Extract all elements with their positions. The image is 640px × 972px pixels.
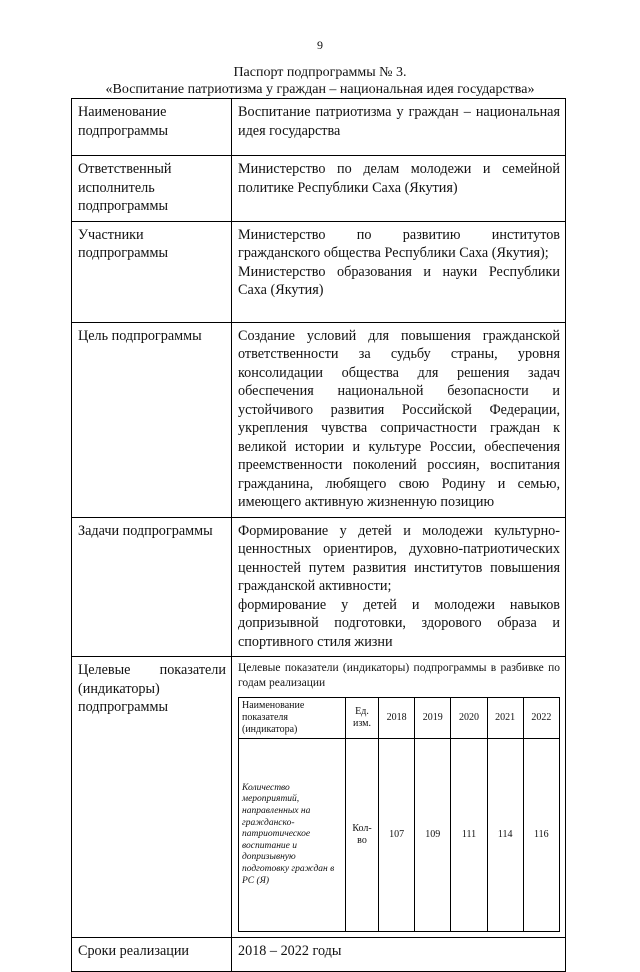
table-row xyxy=(72,657,566,938)
row-content: Создание условий для повышения гражданской ответственности за судьбу страны, уровня консолидации общества для решения задач обеспечения национальной безопасности и устойчивого развития Российской Федерации, укрепления чувства сопричастности граждан к великой истории и культуре России, обеспечения преемственности поколений россиян, воспитания гражданина, любящего свою Родину и семью, имеющего активную жизненную позицию xyxy=(232,322,566,517)
table-row xyxy=(72,221,566,322)
row-content: 2018 – 2022 годы xyxy=(232,938,566,972)
row-label: Участники подпрограммы xyxy=(72,221,232,322)
header-year: 2022 xyxy=(523,698,559,739)
table-row xyxy=(72,99,566,156)
row-label: Целевые показатели (индикаторы) подпрограммы xyxy=(72,657,232,938)
header-year: 2020 xyxy=(451,698,487,739)
page-number: 9 xyxy=(317,38,323,52)
indicators-header-row xyxy=(239,698,560,739)
indicators-caption: Целевые показатели (индикаторы) подпрограммы в разбивке по годам реализации xyxy=(238,662,560,689)
indicator-unit: Кол-во xyxy=(346,739,379,932)
table-row xyxy=(72,322,566,517)
header-year: 2019 xyxy=(415,698,451,739)
row-label: Цель подпрограммы xyxy=(72,322,232,517)
row-content: Воспитание патриотизма у граждан – национальная идея государства xyxy=(232,99,566,156)
table-row xyxy=(72,156,566,222)
row-content xyxy=(232,657,566,938)
table-row xyxy=(72,517,566,657)
passport-table xyxy=(71,98,566,972)
header-year: 2018 xyxy=(379,698,415,739)
indicator-value: 107 xyxy=(379,739,415,932)
row-label: Наименование подпрограммы xyxy=(72,99,232,156)
row-label: Сроки реализации xyxy=(72,938,232,972)
indicators-data-row xyxy=(239,739,560,932)
indicators-table xyxy=(238,697,560,932)
row-label: Ответственный исполнитель подпрограммы xyxy=(72,156,232,222)
indicator-value: 116 xyxy=(523,739,559,932)
title-line-1: Паспорт подпрограммы № 3. xyxy=(233,65,407,80)
document-title xyxy=(70,64,570,98)
row-content: Министерство по развитию институтов гражданского общества Республики Саха (Якутия); Министерство образования и науки Республики Саха (Якутия) xyxy=(232,221,566,322)
indicator-value: 114 xyxy=(487,739,523,932)
row-content: Министерство по делам молодежи и семейной политике Республики Саха (Якутия) xyxy=(232,156,566,222)
header-year: 2021 xyxy=(487,698,523,739)
row-content: Формирование у детей и молодежи культурно-ценностных ориентиров, духовно-патриотических ценностей путем развития институтов повышения гражданской активности; формирование у детей и молодежи навыков допризывной подготовки, здорового образа и спортивного стиля жизни xyxy=(232,517,566,657)
title-line-2: «Воспитание патриотизма у граждан – национальная идея государства» xyxy=(105,82,535,97)
header-name: Наименование показателя (индикатора) xyxy=(239,698,346,739)
row-label: Задачи подпрограммы xyxy=(72,517,232,657)
indicator-name: Количество мероприятий, направленных на гражданско-патриотическое воспитание и допризывную подготовку граждан в РС (Я) xyxy=(239,739,346,932)
table-row xyxy=(72,938,566,972)
header-unit: Ед. изм. xyxy=(346,698,379,739)
indicator-value: 109 xyxy=(415,739,451,932)
indicator-value: 111 xyxy=(451,739,487,932)
